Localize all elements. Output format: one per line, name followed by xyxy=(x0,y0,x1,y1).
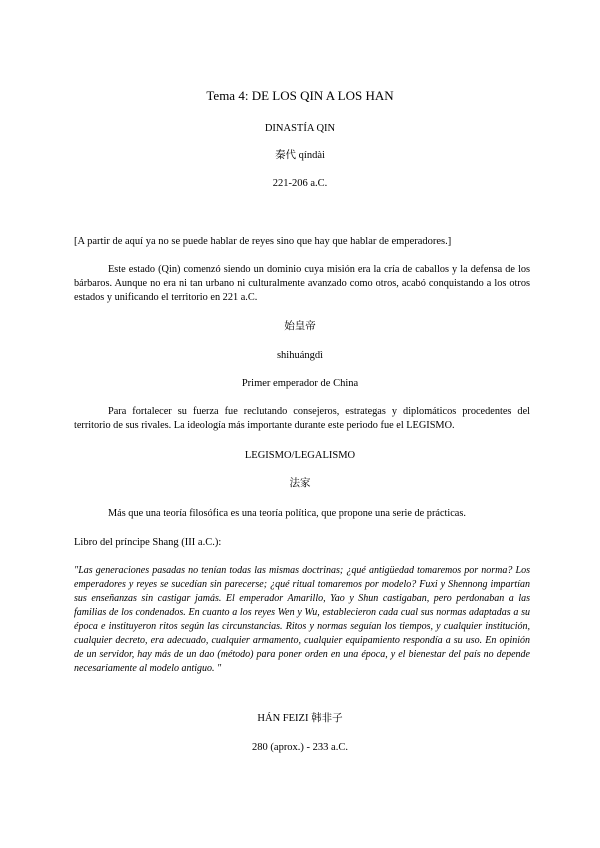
qin-chinese-term: 秦代 qíndài xyxy=(275,150,325,161)
section-heading-qin: DINASTÍA QIN xyxy=(264,123,336,134)
hanfeizi-heading: HÁN FEIZI 韩非子 xyxy=(257,713,343,724)
hanfeizi-dates: 280 (aprox.) - 233 a.C. xyxy=(252,742,348,753)
paragraph-text: Para fortalecer su fuerza fue reclutando consejeros, estrategas y diplomáticos procedentes del territorio de sus rivales. La ideología más importante durante este periodo fue el LEGISMO. xyxy=(74,406,530,431)
paragraph-text: Más que una teoría filosófica es una teoría política, que propone una serie de prácticas. xyxy=(108,508,466,519)
paragraph-theory xyxy=(74,507,530,521)
shang-quote: "Las generaciones pasadas no tenían todas las mismas doctrinas; ¿qué antigüedad tomaremos por norma? Los emperadores y reyes se sucedían sin parecerse; ¿qué ritual tomaremos por modelo? Fuxi y Shennong impartían sus enseñanzas sin castigar jamás. El emperador Amarillo, Yao y Shun castigaban, pero perdonaban a las familias de los condenados. En cuanto a los reyes Wen y Wu, establecieron cada cual sus normas adaptadas a su época e instituyeron ritos según las circunstancias. Ritos y normas seguían los tiempos, y cualquier institución, cualquier decreto, era adecuado, cualquier armamento, cualquier equipamiento respondía a su uso. En opinión de un servidor, hay más de un dao (método) para poner orden en una época, y el bienestar del país no depende necesariamente al modelo antiguo. " xyxy=(74,565,530,674)
emperor-pinyin: shihuángdì xyxy=(276,350,324,361)
emperor-chinese: 始皇帝 xyxy=(284,321,316,332)
page-title: Tema 4: DE LOS QIN A LOS HAN xyxy=(206,88,394,103)
qin-dates: 221-206 a.C. xyxy=(272,178,328,189)
emperor-translation: Primer emperador de China xyxy=(241,378,359,389)
paragraph-qin-origins xyxy=(74,263,530,305)
book-reference: Libro del príncipe Shang (III a.C.): xyxy=(74,537,222,548)
legismo-chinese: 法家 xyxy=(289,478,311,489)
emperors-note: [A partir de aquí ya no se puede hablar de reyes sino que hay que hablar de emperadores.] xyxy=(74,236,452,247)
paragraph-advisors xyxy=(74,405,530,433)
legismo-heading: LEGISMO/LEGALISMO xyxy=(244,450,356,461)
paragraph-text: Este estado (Qin) comenzó siendo un dominio cuya misión era la cría de caballos y la defensa de los bárbaros. Aunque no era ni tan urbano ni culturalmente avanzado como otros, acabó conquistando a los otros estados y unificando el territorio en 221 a.C. xyxy=(74,264,530,303)
